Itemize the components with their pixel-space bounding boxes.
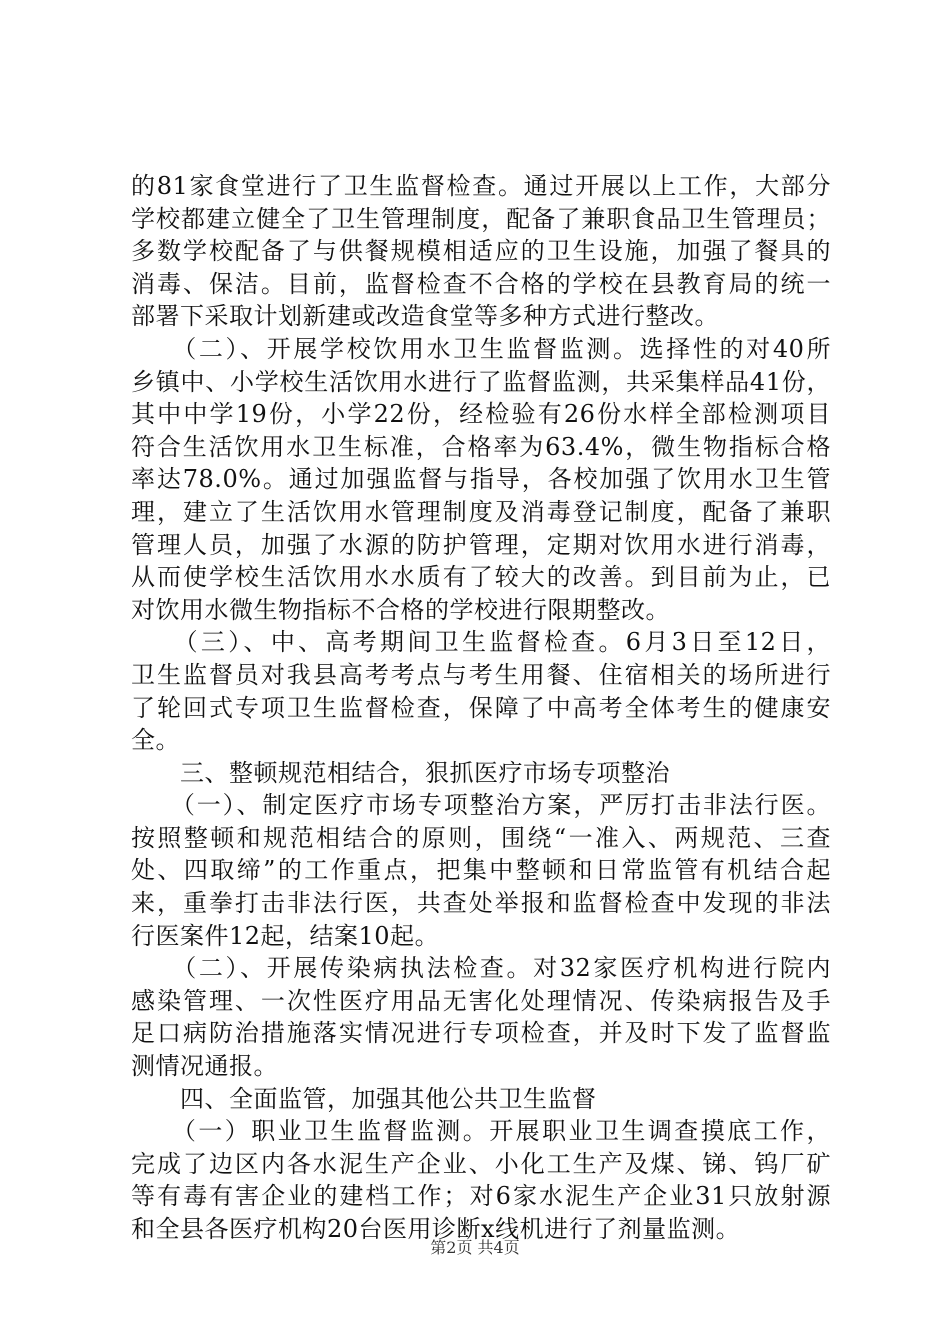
text-line: 来，重拳打击非法行医，共查处举报和监督检查中发现的非法 <box>131 889 831 918</box>
text-line: 管理人员，加强了水源的防护管理，定期对饮用水进行消毒， <box>131 530 831 559</box>
text-line: 和全县各医疗机构20台医用诊断x线机进行了剂量监测。 <box>131 1215 741 1243</box>
text-line: 全。 <box>131 726 180 755</box>
text-line: 测情况通报。 <box>131 1052 278 1081</box>
text-line: （二）、开展学校饮用水卫生监督监测。选择性的对40所 <box>131 334 831 363</box>
text-line: 乡镇中、小学校生活饮用水进行了监督监测，共采集样品41份， <box>131 367 831 396</box>
page-footer: 第2页 共4页 <box>430 1238 520 1257</box>
text-line: 三、整顿规范相结合，狠抓医疗市场专项整治 <box>131 758 670 787</box>
text-line: 四、全面监管，加强其他公共卫生监督 <box>131 1084 597 1113</box>
text-line: 处、四取缔”的工作重点，把集中整顿和日常监管有机结合起 <box>131 856 831 885</box>
text-line: 从而使学校生活饮用水水质有了较大的改善。到目前为止，已 <box>131 563 831 592</box>
text-line: 等有毒有害企业的建档工作；对6家水泥生产企业31只放射源 <box>131 1182 831 1211</box>
document-body <box>131 170 831 1246</box>
text-line: 理，建立了生活饮用水管理制度及消毒登记制度，配备了兼职 <box>131 497 831 526</box>
text-line: （一）职业卫生监督监测。开展职业卫生调查摸底工作， <box>131 1117 831 1146</box>
text-line: 卫生监督员对我县高考考点与考生用餐、住宿相关的场所进行 <box>131 660 831 689</box>
text-line: （一）、制定医疗市场专项整治方案，严厉打击非法行医。 <box>131 791 831 820</box>
text-line: 的81家食堂进行了卫生监督检查。通过开展以上工作，大部分 <box>131 172 831 200</box>
text-line: 足口病防治措施落实情况进行专项检查，并及时下发了监督监 <box>131 1019 831 1048</box>
text-line: 部署下采取计划新建或改造食堂等多种方式进行整改。 <box>131 302 719 331</box>
text-line: 完成了边区内各水泥生产企业、小化工生产及煤、锑、钨厂矿 <box>131 1149 831 1178</box>
text-line: 了轮回式专项卫生监督检查，保障了中高考全体考生的健康安 <box>131 693 831 722</box>
text-line: 率达78.0%。通过加强监督与指导，各校加强了饮用水卫生管 <box>131 465 831 494</box>
text-line: （二）、开展传染病执法检查。对32家医疗机构进行院内 <box>131 954 831 983</box>
text-line: 按照整顿和规范相结合的原则，围绕“一准入、两规范、三查 <box>131 823 831 852</box>
text-line: 多数学校配备了与供餐规模相适应的卫生设施，加强了餐具的 <box>131 237 831 266</box>
text-line: 行医案件12起，结案10起。 <box>131 921 440 950</box>
text-line: 消毒、保洁。目前，监督检查不合格的学校在县教育局的统一 <box>131 269 831 298</box>
text-line: 对饮用水微生物指标不合格的学校进行限期整改。 <box>131 595 670 624</box>
text-line: 其中中学19份，小学22份，经检验有26份水样全部检测项目 <box>131 400 831 429</box>
text-line: 学校都建立健全了卫生管理制度，配备了兼职食品卫生管理员； <box>131 204 831 233</box>
text-line: 符合生活饮用水卫生标准，合格率为63.4%，微生物指标合格 <box>131 432 831 461</box>
text-line: （三）、中、高考期间卫生监督检查。6月3日至12日， <box>131 628 831 657</box>
text-line: 感染管理、一次性医疗用品无害化处理情况、传染病报告及手 <box>131 986 831 1015</box>
